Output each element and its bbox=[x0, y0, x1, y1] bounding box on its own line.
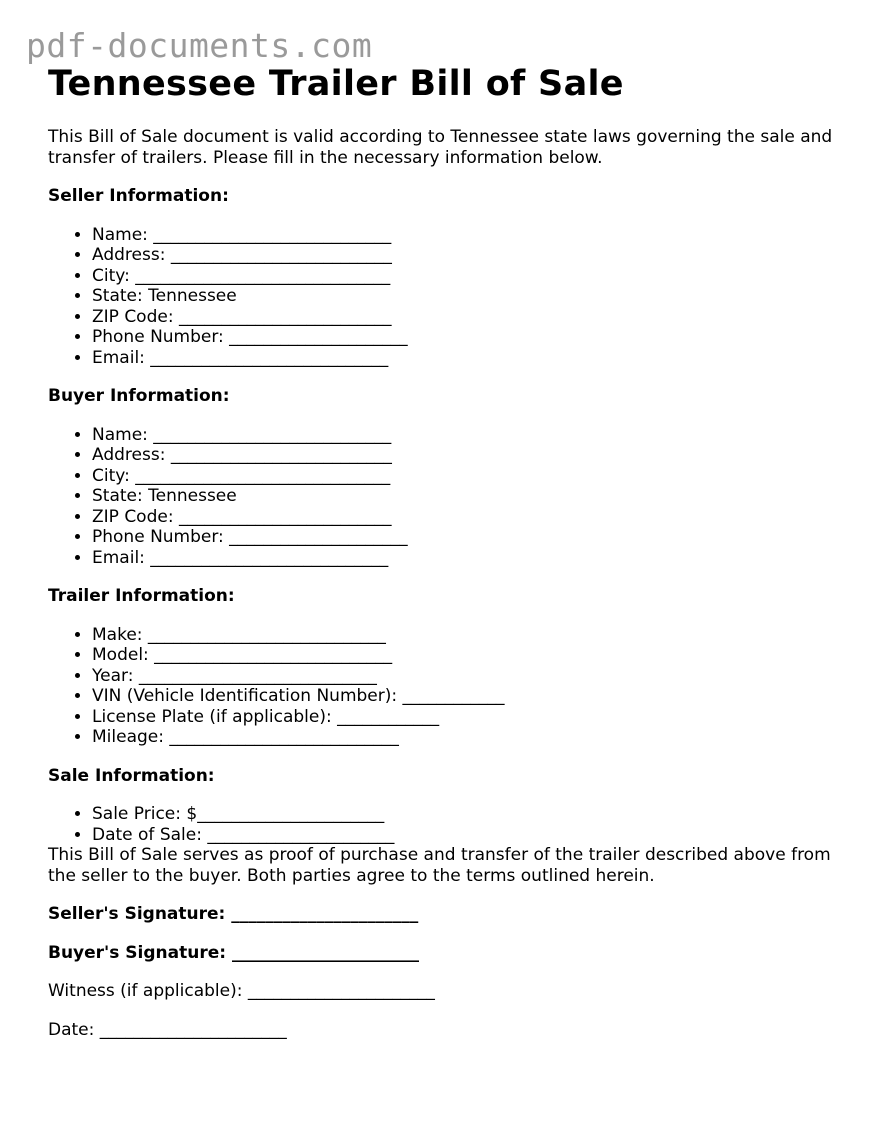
trailer-plate-field: • License Plate (if applicable): ____________ bbox=[92, 707, 848, 728]
trailer-list bbox=[48, 625, 848, 748]
seller-email-field: • Email: ____________________________ bbox=[92, 348, 848, 369]
seller-signature-line: Seller's Signature: ______________________ bbox=[48, 904, 419, 924]
buyer-address-field: • Address: __________________________ bbox=[92, 445, 848, 466]
seller-city-field: • City: ______________________________ bbox=[92, 266, 848, 287]
buyer-state-field: • State: Tennessee bbox=[92, 486, 848, 507]
seller-heading: Seller Information: bbox=[48, 186, 229, 206]
trailer-make-field: • Make: ____________________________ bbox=[92, 625, 848, 646]
seller-name-field: • Name: ____________________________ bbox=[92, 225, 848, 246]
document-page bbox=[48, 62, 848, 1040]
buyer-city-field: • City: ______________________________ bbox=[92, 466, 848, 487]
seller-address-field: • Address: __________________________ bbox=[92, 245, 848, 266]
sale-date-field: • Date of Sale: ______________________ bbox=[92, 825, 848, 846]
trailer-heading: Trailer Information: bbox=[48, 586, 235, 606]
buyer-zip-field: • ZIP Code: _________________________ bbox=[92, 507, 848, 528]
witness-line: Witness (if applicable): ______________________ bbox=[48, 981, 435, 1001]
seller-zip-field: • ZIP Code: _________________________ bbox=[92, 307, 848, 328]
sale-list bbox=[48, 804, 848, 845]
buyer-list bbox=[48, 425, 848, 569]
sale-price-field: • Sale Price: $______________________ bbox=[92, 804, 848, 825]
buyer-email-field: • Email: ____________________________ bbox=[92, 548, 848, 569]
trailer-model-field: • Model: ____________________________ bbox=[92, 645, 848, 666]
sale-heading: Sale Information: bbox=[48, 765, 215, 786]
buyer-name-field: • Name: ____________________________ bbox=[92, 425, 848, 446]
date-line: Date: ______________________ bbox=[48, 1019, 287, 1040]
seller-state-field: • State: Tennessee bbox=[92, 286, 848, 307]
watermark: pdf-documents.com bbox=[26, 26, 373, 65]
trailer-vin-field: • VIN (Vehicle Identification Number): ____________ bbox=[92, 686, 848, 707]
seller-phone-field: • Phone Number: _____________________ bbox=[92, 327, 848, 348]
closing-paragraph: This Bill of Sale serves as proof of purchase and transfer of the trailer described above from the seller to the buyer. Both parties agree to the terms outlined herein. bbox=[48, 845, 831, 886]
trailer-year-field: • Year: ____________________________ bbox=[92, 666, 848, 687]
seller-list bbox=[48, 225, 848, 369]
buyer-heading: Buyer Information: bbox=[48, 386, 230, 406]
intro-paragraph: This Bill of Sale document is valid according to Tennessee state laws governing the sale and transfer of trailers. Please fill in the necessary information below. bbox=[48, 127, 833, 168]
document-title: Tennessee Trailer Bill of Sale bbox=[48, 64, 624, 104]
trailer-mileage-field: • Mileage: ___________________________ bbox=[92, 727, 848, 748]
buyer-signature-line: Buyer's Signature: ______________________ bbox=[48, 942, 419, 963]
buyer-phone-field: • Phone Number: _____________________ bbox=[92, 527, 848, 548]
